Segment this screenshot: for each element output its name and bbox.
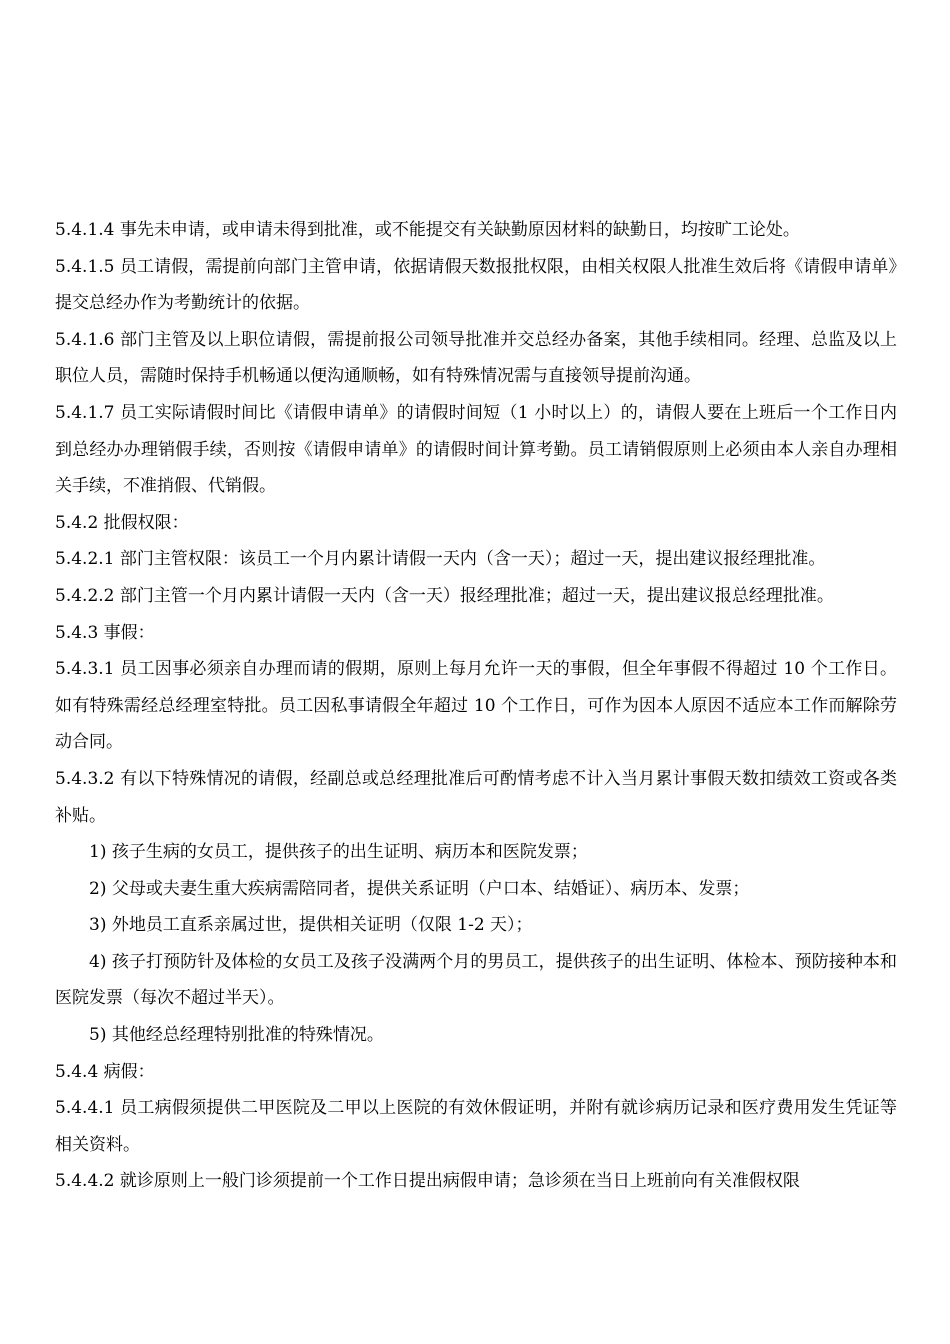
paragraph-5-4-3-2: 5.4.3.2 有以下特殊情况的请假，经副总或总经理批准后可酌情考虑不计入当月累计事假天数扣绩效工资或各类补贴。 (55, 768, 897, 826)
list-item-4: 4) 孩子打预防针及体检的女员工及孩子没满两个月的男员工，提供孩子的出生证明、体检本、预防接种本和医院发票（每次不超过半天）。 (55, 951, 897, 1009)
paragraph-5-4-2-1: 5.4.2.1 部门主管权限：该员工一个月内累计请假一天内（含一天）；超过一天，提出建议报经理批准。 (55, 549, 826, 570)
heading-5-4-4: 5.4.4 病假： (55, 1061, 155, 1082)
list-item-2: 2) 父母或夫妻生重大疾病需陪同者，提供关系证明（户口本、结婚证）、病历本、发票； (89, 878, 750, 899)
list-item-1: 1) 孩子生病的女员工，提供孩子的出生证明、病历本和医院发票； (89, 842, 588, 863)
paragraph-5-4-1-7: 5.4.1.7 员工实际请假时间比《请假申请单》的请假时间短（1 小时以上）的，请假人要在上班后一个工作日内到总经办办理销假手续，否则按《请假申请单》的请假时间计算考勤。员工请销假原则上必须由本人亲自办理相关手续，不准捎假、代销假。 (55, 402, 897, 497)
paragraph-5-4-1-5: 5.4.1.5 员工请假，需提前向部门主管申请，依据请假天数报批权限，由相关权限人批准生效后将《请假申请单》提交总经办作为考勤统计的依据。 (55, 256, 897, 314)
list-item-3: 3) 外地员工直系亲属过世，提供相关证明（仅限 1-2 天）； (89, 915, 533, 936)
paragraph-5-4-2-2: 5.4.2.2 部门主管一个月内累计请假一天内（含一天）报经理批准；超过一天，提出建议报总经理批准。 (55, 585, 834, 606)
paragraph-5-4-1-4: 5.4.1.4 事先未申请，或申请未得到批准，或不能提交有关缺勤原因材料的缺勤日，均按旷工论处。 (55, 220, 800, 240)
paragraph-5-4-4-1: 5.4.4.1 员工病假须提供二甲医院及二甲以上医院的有效休假证明，并附有就诊病历记录和医疗费用发生凭证等相关资料。 (55, 1098, 897, 1155)
list-item-5: 5) 其他经总经理特别批准的特殊情况。 (89, 1025, 384, 1046)
heading-5-4-2: 5.4.2 批假权限： (55, 512, 189, 533)
paragraph-5-4-4-2: 5.4.4.2 就诊原则上一般门诊须提前一个工作日提出病假申请；急诊须在当日上班前向有关准假权限 (55, 1171, 800, 1192)
document-body (55, 212, 897, 1200)
heading-5-4-3: 5.4.3 事假： (55, 622, 155, 643)
paragraph-5-4-3-1: 5.4.3.1 员工因事必须亲自办理而请的假期，原则上每月允许一天的事假，但全年事假不得超过 10 个工作日。如有特殊需经总经理室特批。员工因私事请假全年超过 10 个工作日，可作为因本人原因不适应本工作而解除劳动合同。 (55, 659, 897, 753)
paragraph-5-4-1-6: 5.4.1.6 部门主管及以上职位请假，需提前报公司领导批准并交总经办备案，其他手续相同。经理、总监及以上职位人员，需随时保持手机畅通以便沟通顺畅，如有特殊情况需与直接领导提前沟通。 (55, 329, 897, 387)
